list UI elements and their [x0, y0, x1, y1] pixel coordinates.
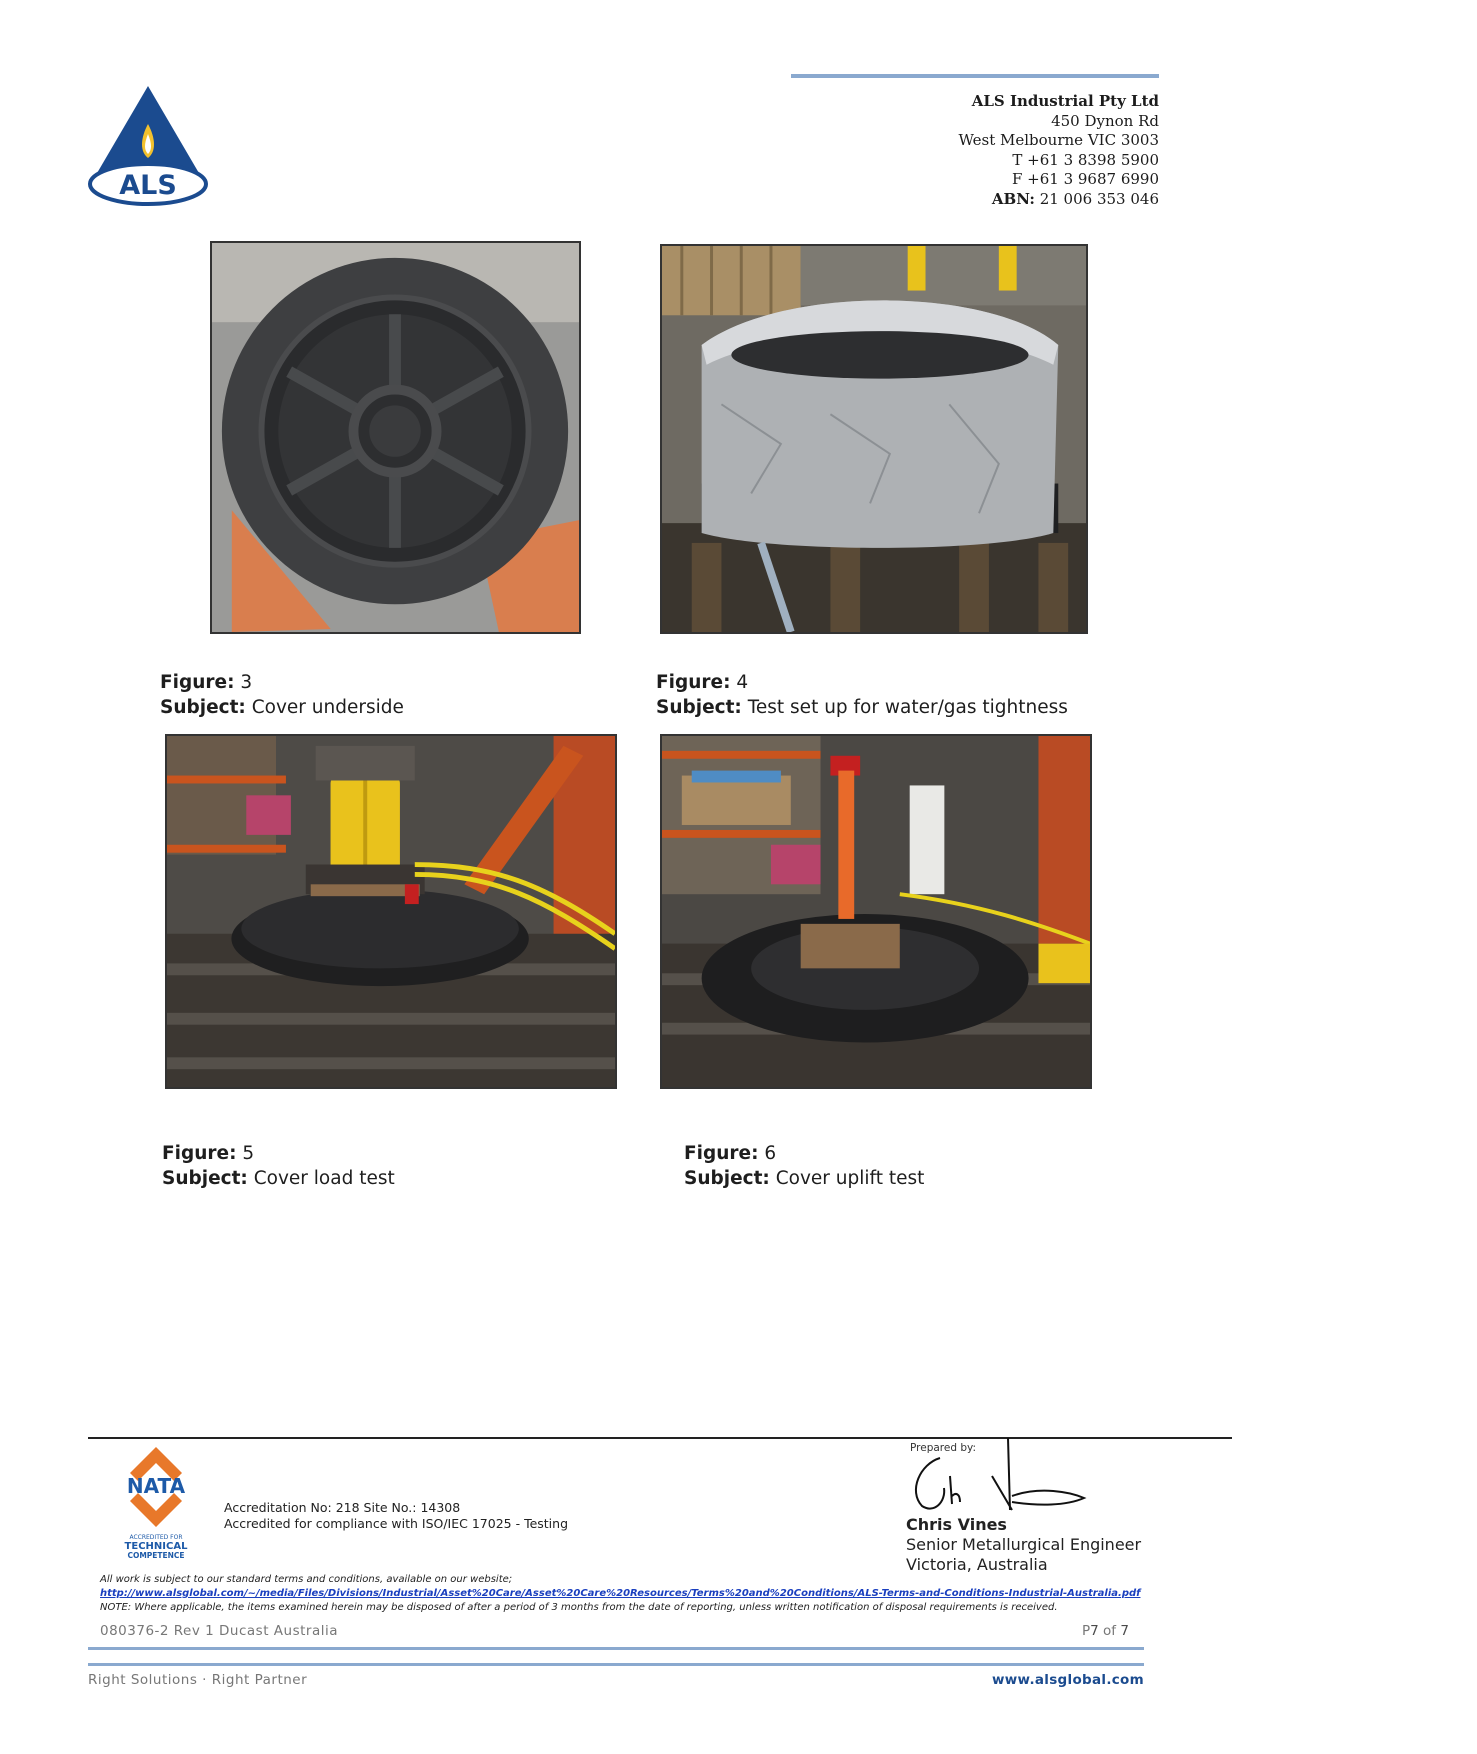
subject-text: Test set up for water/gas tightness — [747, 697, 1068, 718]
figure-label: Figure: — [656, 672, 731, 693]
footer-rule-lower — [88, 1663, 1144, 1666]
subject-text: Cover uplift test — [775, 1168, 925, 1189]
signature — [900, 1436, 1105, 1516]
figure-label: Figure: — [684, 1143, 759, 1164]
subject-text: Cover underside — [251, 697, 404, 718]
header-rule — [791, 74, 1159, 78]
terms-link[interactable]: http://www.alsglobal.com/~/media/Files/Divisions/Industrial/Asset%20Care/Asset%20Care%20Resources/Terms%20and%20Conditions/ALS-Terms-and-Conditions-Industrial-Australia.pdf — [100, 1588, 1141, 1599]
als-logo — [86, 84, 210, 206]
figure-label: Figure: — [160, 672, 235, 693]
preparer-title: Senior Metallurgical Engineer — [906, 1535, 1142, 1554]
abn-value: 21 006 353 046 — [1039, 189, 1159, 208]
nata-sub2: TECHNICAL — [124, 1541, 188, 1552]
company-name: ALS Industrial Pty Ltd — [971, 92, 1159, 110]
caption-figure-6 — [684, 1141, 924, 1191]
accreditation-compliance: Accredited for compliance with ISO/IEC 17025 - Testing — [224, 1515, 569, 1531]
subject-label: Subject: — [160, 697, 246, 718]
footer-rule-upper — [88, 1647, 1144, 1650]
photo-cover-load-test — [165, 734, 617, 1089]
subject-label: Subject: — [162, 1168, 248, 1189]
page-of: of — [1098, 1623, 1121, 1639]
photo-cover-uplift-test — [660, 734, 1092, 1089]
terms-block — [100, 1573, 1140, 1615]
page-prefix: P — [1082, 1623, 1091, 1639]
photo-water-gas-test-setup — [660, 244, 1088, 634]
abn-label: ABN: — [991, 189, 1035, 208]
accreditation-block — [224, 1500, 568, 1531]
nata-text: NATA — [126, 1474, 186, 1498]
preparer-name: Chris Vines — [906, 1515, 1007, 1534]
fax: F +61 3 9687 6990 — [1011, 170, 1159, 189]
nata-sub3: COMPETENCE — [127, 1551, 185, 1560]
caption-figure-3 — [160, 670, 404, 720]
photo-cover-underside — [210, 241, 581, 634]
caption-figure-4 — [656, 670, 1068, 720]
company-address-block — [958, 92, 1159, 210]
figure-number: 3 — [240, 672, 253, 693]
accreditation-number: Accreditation No: 218 Site No.: 14308 — [224, 1500, 461, 1515]
preparer-block — [906, 1515, 1141, 1575]
nata-sub1: ACCREDITED FOR — [129, 1534, 183, 1541]
figure-number: 5 — [242, 1143, 255, 1164]
subject-label: Subject: — [656, 697, 742, 718]
nata-logo — [116, 1445, 196, 1563]
logo-text: ALS — [119, 170, 177, 201]
page-current: 7 — [1090, 1623, 1099, 1639]
website-link[interactable]: www.alsglobal.com — [992, 1672, 1144, 1688]
abn — [958, 190, 1159, 210]
terms-line: All work is subject to our standard terms and conditions, available on our website; — [100, 1574, 513, 1585]
document-reference: 080376-2 Rev 1 Ducast Australia — [100, 1623, 339, 1639]
subject-text: Cover load test — [253, 1168, 395, 1189]
page-number — [1082, 1623, 1129, 1639]
disposal-note: NOTE: Where applicable, the items examined herein may be disposed of after a period of 3 months from the date of reporting, unless written notification of disposal requirements is received. — [100, 1602, 1058, 1613]
address-line-1: 450 Dynon Rd — [1051, 111, 1159, 130]
address-line-2: West Melbourne VIC 3003 — [958, 131, 1159, 150]
subject-label: Subject: — [684, 1168, 770, 1189]
caption-figure-5 — [162, 1141, 395, 1191]
figure-number: 6 — [764, 1143, 777, 1164]
preparer-location: Victoria, Australia — [906, 1555, 1048, 1574]
prepared-by-label: Prepared by: — [910, 1442, 976, 1454]
figure-number: 4 — [736, 672, 749, 693]
page-total: 7 — [1120, 1623, 1129, 1639]
figure-label: Figure: — [162, 1143, 237, 1164]
phone: T +61 3 8398 5900 — [1012, 150, 1159, 169]
slogan: Right Solutions · Right Partner — [88, 1672, 308, 1688]
